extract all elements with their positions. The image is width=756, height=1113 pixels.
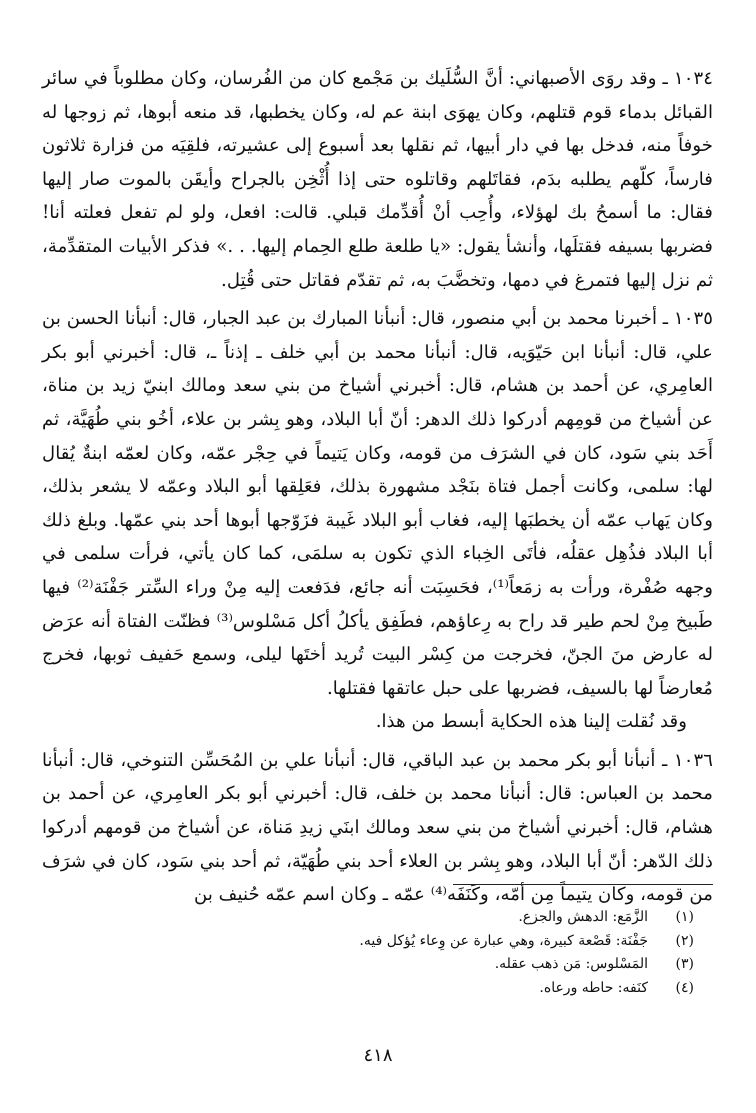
footnote-item (134, 906, 694, 930)
footnote-text: كنَفه: حاطه ورعاه. (539, 979, 648, 996)
footnote-text: جَفْنَة: قَصْعة كبيرة، وهي عبارة عن وِعاء يُؤكل فيه. (359, 932, 648, 949)
footnote-item (134, 953, 694, 977)
footnote-text: الزَّمَع: الدهش والجزع. (518, 909, 648, 925)
footnote-text: المَسْلوس: مَن ذهب عقله. (494, 956, 648, 972)
footnote-number: (٤) (675, 979, 694, 996)
paragraph-1035: ١٠٣٥ ـ أخبرنا محمد بن أبي منصور، قال: أنبأنا المبارك بن عبد الجبار، قال: أنبأنا الحسن بن علي، قال: أنبأنا ابن حَيّوَيه، قال: أنبأنا محمد بن أبي خلف ـ إذناً ـ، قال: أخبرني أبو بكر العامِري، عن أحمد بن هشام، قال: أخبرني أشياخ من بني سعد ومالك ابنيّ زيد بن مناة، عن أشياخ من قومِهم أدركوا ذلك الدهر: أنّ أبا البلاد، وهو بِشر بن علاء، أخُو بني طُهَيَّة، ثم أَحَد بني سَود، كان في الشرَف من قومه، وكان يَتيماً في حِجْر عمّه، وكان لعمّه ابنةٌ يُقال لها: سلمى، وكانت أجمل فتاة بنَجْد مشهورة بذلك، فعَلِقها أبو البلاد وعمّه لا يشعر بذلك، وكان يَهاب عمّه أن يخطبَها إليه، فغاب أبو البلاد غَيبة فزَوّجها أبوها أحد بني عمّها. وبلغ ذلك أبا البلاد فذُهِل عقلُه، فأتَى الخِباء الذي تكون به سلمَى، كما كان يأتي، فرأت سلمى في وجهه صُفْرة، ورأت به زمَعاً⁽¹⁾، فحَسِبَت أنه جائع، فدَفعت إليه مِنْ وراء السِّتر جَفْنَة⁽²⁾ فيها طَبيخ مِنْ لحم طير قد راح به رِعاؤهم، فطَفِق يأكلُ أكل مَسْلوس⁽³⁾ فظنّت الفتاة أنه عرَض له عارض منَ الجنّ، فخرجت من كِسْر البيت تُريد أختَها ليلى، وسمع حَفيف ثوبها، فخرج مُعارضاً لها بالسيف، فضربها على حبل عاتقها فقتلها. (42, 308, 713, 699)
footnote-number: (٢) (675, 932, 694, 949)
footnote-item (134, 930, 694, 954)
paragraph-note: وقد نُقلت إلينا هذه الحكاية أبسط من هذا. (375, 711, 687, 733)
footnote-item (134, 977, 694, 1001)
main-text (42, 62, 713, 912)
footnote-number: (٣) (675, 956, 694, 972)
footnote-number: (١) (675, 909, 694, 925)
paragraph-1034: ١٠٣٤ ـ وقد روَى الأصبهاني: أنَّ السُّلَيك بن مَجْمع كان من الفُرسان، وكان مطلوباً في سائر القبائل بدماء قوم قتلهم، وكان يهوَى ابنة عم له، وكان يخطبها، قد منعه أبوها، ثم زوجها له خوفاً منه، فدخل بها في دار أبيها، ثم نقلها بعد أسبوع إلى عشيرته، فلقِيَه من فزارة ثلاثون فارساً، كلّهم يطلبه بدَم، فقاتَلهم وقاتلوه حتى إذا أُثْخِن بالجراح وأيقَن بالموت صار إليها فقال: ما أسمحُ بك لهؤلاء، وأُحِب أنْ أُقدِّمك قبلي. قالت: افعل، ولو لم تفعل فعلته أنا! فضربها بسيفه فقتلَها، وأنشأ يقول: «يا طلعة طلع الحِمام إليها. . .» فذكر الأبيات المتقدِّمة، ثم نزل إليها فتمرغ في دمها، وتخضَّبَ به، ثم تقدّم فقاتل حتى قُتِل. (42, 68, 713, 291)
footnotes (134, 906, 694, 1000)
footnote-separator (453, 884, 713, 885)
paragraph-1036: ١٠٣٦ ـ أنبأنا أبو بكر محمد بن عبد الباقي، قال: أنبأنا علي بن المُحَسِّن التنوخي، قال: أنبأنا محمد بن العباس: قال: أنبأنا محمد بن خلف، قال: أخبرني أبو بكر العامِري، عن أحمد بن هشام، قال: أخبرني أشياخ من بني سعد ومالك ابنَي زيدِ مَناة، عن أشياخ من قومهم أدركوا ذلك الدّهر: أنّ أبا البلاد، وهو بِشر بن العلاء أحد بني طُهَيّة، ثم أحد بني سَود، كان في شرَف من قومه، وكان يتيماً مِن أمّه، وكَنَفَه⁽⁴⁾ عمّه ـ وكان اسم عمّه حُنيف بن (42, 749, 713, 906)
page-number: ٤١٨ (363, 1045, 393, 1066)
